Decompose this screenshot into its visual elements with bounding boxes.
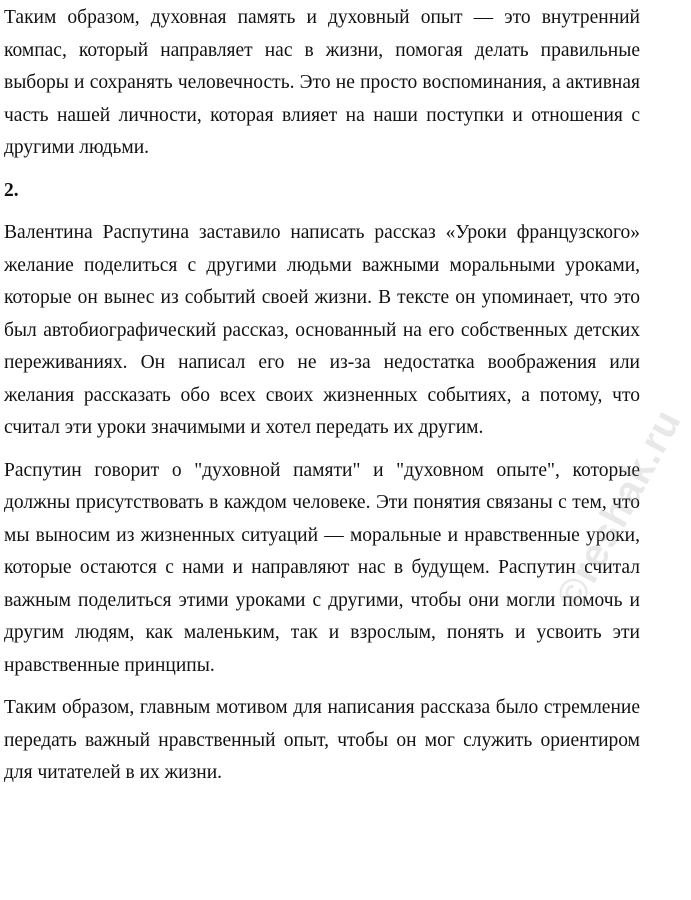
paragraph-conclusion-memory: Таким образом, духовная память и духовный опыт — это внутренний компас, который направляет нас в жизни, помогая делать правильные выборы и сохранять человечность. Это не просто воспоминания, а активная часть нашей личности, которая влияет на наши поступки и отношения с другими людьми. [4, 7, 640, 158]
paragraph-motive: Валентина Распутина заставило написать рассказ «Уроки французского» желание поделиться с другими людьми важными моральными уроками, которые он вынес из событий своей жизни. В тексте он упоминает, что это был автобиографический рассказ, основанный на его собственных детских переживаниях. Он написал его не из-за недостатка воображения или желания рассказать обо всех своих жизненных событиях, а потому, что считал эти уроки значимыми и хотел передать их другим. [4, 222, 640, 438]
section-number: 2. [4, 179, 19, 201]
paragraph-conclusion-motive: Таким образом, главным мотивом для написания рассказа было стремление передать важный нравственный опыт, чтобы он мог служить ориентиром для читателей в их жизни. [4, 697, 640, 783]
watermark-logo: ©reshak.ru [548, 402, 690, 617]
paragraph-spiritual-memory: Распутин говорит о "духовной памяти" и "духовном опыте", которые должны присутствовать в каждом человеке. Эти понятия связаны с тем, что мы выносим из жизненных ситуаций — моральные и нравственные уроки, которые остаются с нами и направляют нас в будущем. Распутин считал важным поделиться этими уроками с другими, чтобы они могли помочь и другим людям, как маленьким, так и взрослым, понять и усвоить эти нравственные принципы. [4, 459, 640, 676]
